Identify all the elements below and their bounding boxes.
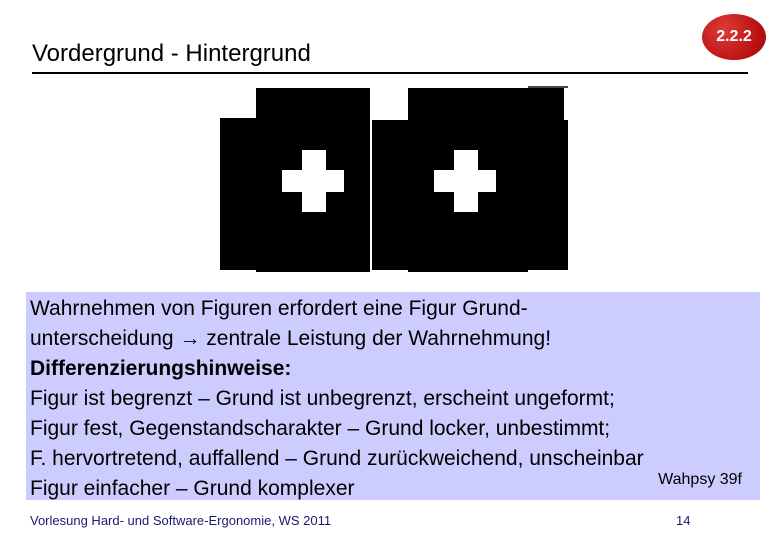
body-line-1: Wahrnehmen von Figuren erfordert eine Figur Grund- <box>30 297 528 320</box>
right-arrow-icon: → <box>179 327 201 350</box>
footer-page-number: 14 <box>676 513 691 528</box>
footer-lecture-title: Vorlesung Hard- und Software-Ergonomie, WS 2011 <box>30 513 332 528</box>
explanation-text-box <box>26 292 760 500</box>
body-line-7: Figur einfacher – Grund komplexer <box>30 477 355 500</box>
body-line-6: F. hervortretend, auffallend – Grund zurückweichend, unscheinbar <box>30 447 644 470</box>
right-cross-tile <box>372 88 568 272</box>
center-separator <box>370 88 372 272</box>
body-line-4: Figur ist begrenzt – Grund ist unbegrenzt, erscheint ungeformt; <box>30 387 615 410</box>
body-line-2-start: unterscheidung <box>30 327 174 350</box>
body-line-2-end: zentrale Leistung der Wahrnehmung! <box>206 327 552 350</box>
source-reference: Wahpsy 39f <box>658 471 742 488</box>
body-line-heading: Differenzierungshinweise: <box>30 357 292 380</box>
slide-title: Vordergrund - Hintergrund <box>32 40 311 67</box>
section-number-badge: 2.2.2 <box>702 14 766 60</box>
body-line-5: Figur fest, Gegenstandscharakter – Grund locker, unbestimmt; <box>30 417 611 440</box>
body-line-2 <box>30 324 760 354</box>
